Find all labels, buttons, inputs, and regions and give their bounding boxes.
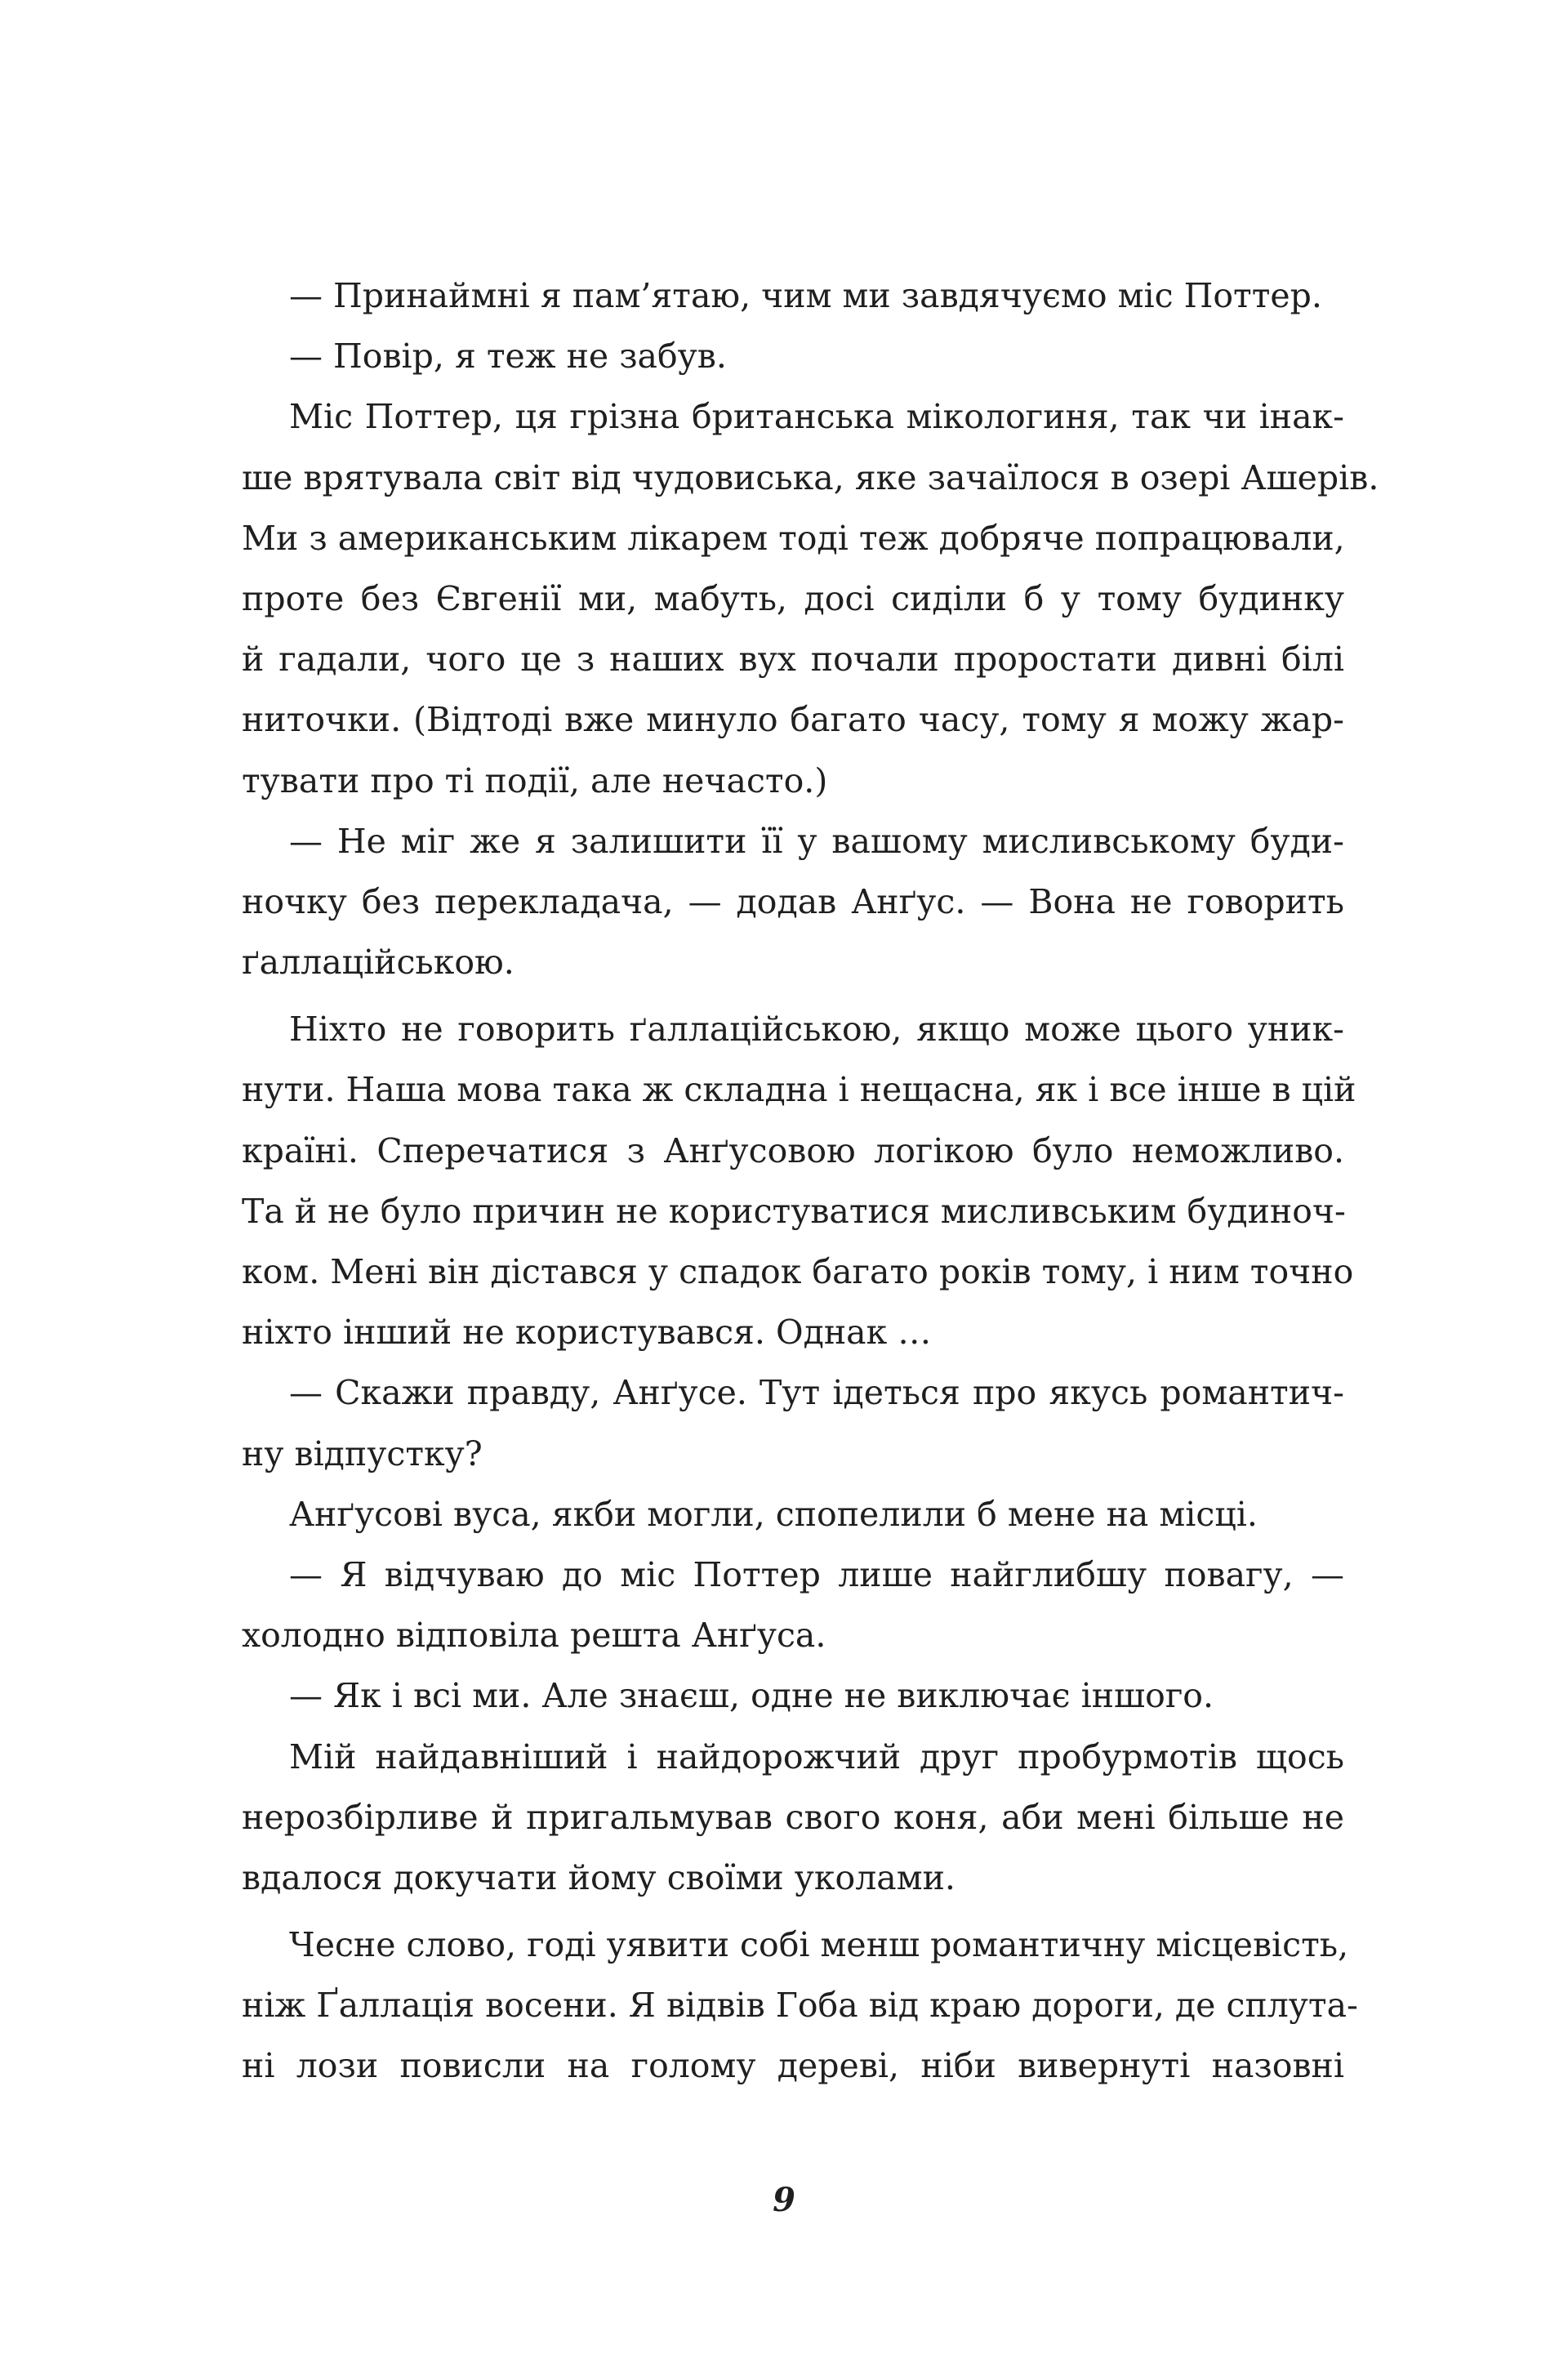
text-line: Ніхто не говорить ґаллаційською, якщо може цього уник-	[289, 1010, 1344, 1050]
page-number: 9	[773, 2181, 795, 2219]
text-line: ну відпустку?	[242, 1433, 483, 1473]
text-line: ніхто інший не користувався. Однак …	[242, 1313, 932, 1353]
text-line: Чесне слово, годі уявити собі менш романтичну місцевість,	[289, 1925, 1349, 1965]
text-line: — Повір, я теж не забув.	[289, 337, 727, 377]
text-line: ночку без перекладача, — додав Анґус. — Вона не говорить	[242, 881, 1344, 921]
body-text	[242, 265, 1379, 2097]
text-line: ґаллаційською.	[242, 943, 514, 983]
text-line: — Принаймні я пам’ятаю, чим ми завдячуємо міс Поттер.	[289, 276, 1322, 315]
text-line: — Не міг же я залишити її у вашому мисливському буди-	[289, 821, 1344, 861]
text-line: Мій найдавніший і найдорожчий друг пробурмотів щось	[289, 1736, 1344, 1776]
text-line: нути. Наша мова така ж складна і нещасна, як і все інше в цій	[242, 1070, 1356, 1110]
text-line: нерозбірливе й пригальмував свого коня, аби мені більше не	[242, 1797, 1344, 1837]
text-line: холодно відповіла решта Анґуса.	[242, 1616, 826, 1656]
text-line: ні лози повисли на голому дереві, ніби вивернуті назовні	[242, 2046, 1344, 2086]
text-line: Ми з американським лікарем тоді теж добряче попрацювали,	[242, 518, 1345, 558]
text-line: ніж Ґаллація восени. Я відвів Гоба від краю дороги, де сплута-	[242, 1986, 1358, 2026]
text-line: — Я відчуваю до міс Поттер лише найглибшу повагу, —	[289, 1554, 1344, 1594]
text-line: — Як і всі ми. Але знаєш, одне не виключає іншого.	[289, 1676, 1214, 1716]
paragraph-gap	[242, 1908, 1344, 1915]
text-line: ниточки. (Відтоді вже минуло багато часу, тому я можу жар-	[242, 700, 1344, 740]
text-line: проте без Євгенії ми, мабуть, досі сиділи б у тому будинку	[242, 578, 1344, 618]
text-line: — Скажи правду, Анґусе. Тут ідеться про якусь романтич-	[289, 1373, 1344, 1413]
text-line: й гадали, чого це з наших вух почали проростати дивні білі	[242, 640, 1344, 680]
text-line: Анґусові вуса, якби могли, спопелили б мене на місці.	[289, 1494, 1258, 1534]
text-line: Та й не було причин не користуватися мисливським будиноч-	[242, 1191, 1346, 1231]
text-line: вдалося докучати йому своїми уколами.	[242, 1857, 956, 1897]
text-line: тувати про ті події, але нечасто.)	[242, 760, 828, 800]
paragraph-gap	[242, 992, 1344, 999]
text-line: ше врятувала світ від чудовиська, яке зачаїлося в озері Ашерів.	[242, 457, 1379, 497]
text-line: ком. Мені він дістався у спадок багато років тому, і ним точно	[242, 1252, 1354, 1291]
text-line: Міс Поттер, ця грізна британська мікологиня, так чи інак-	[289, 397, 1344, 437]
text-line: країні. Сперечатися з Анґусовою логікою було неможливо.	[242, 1130, 1344, 1170]
